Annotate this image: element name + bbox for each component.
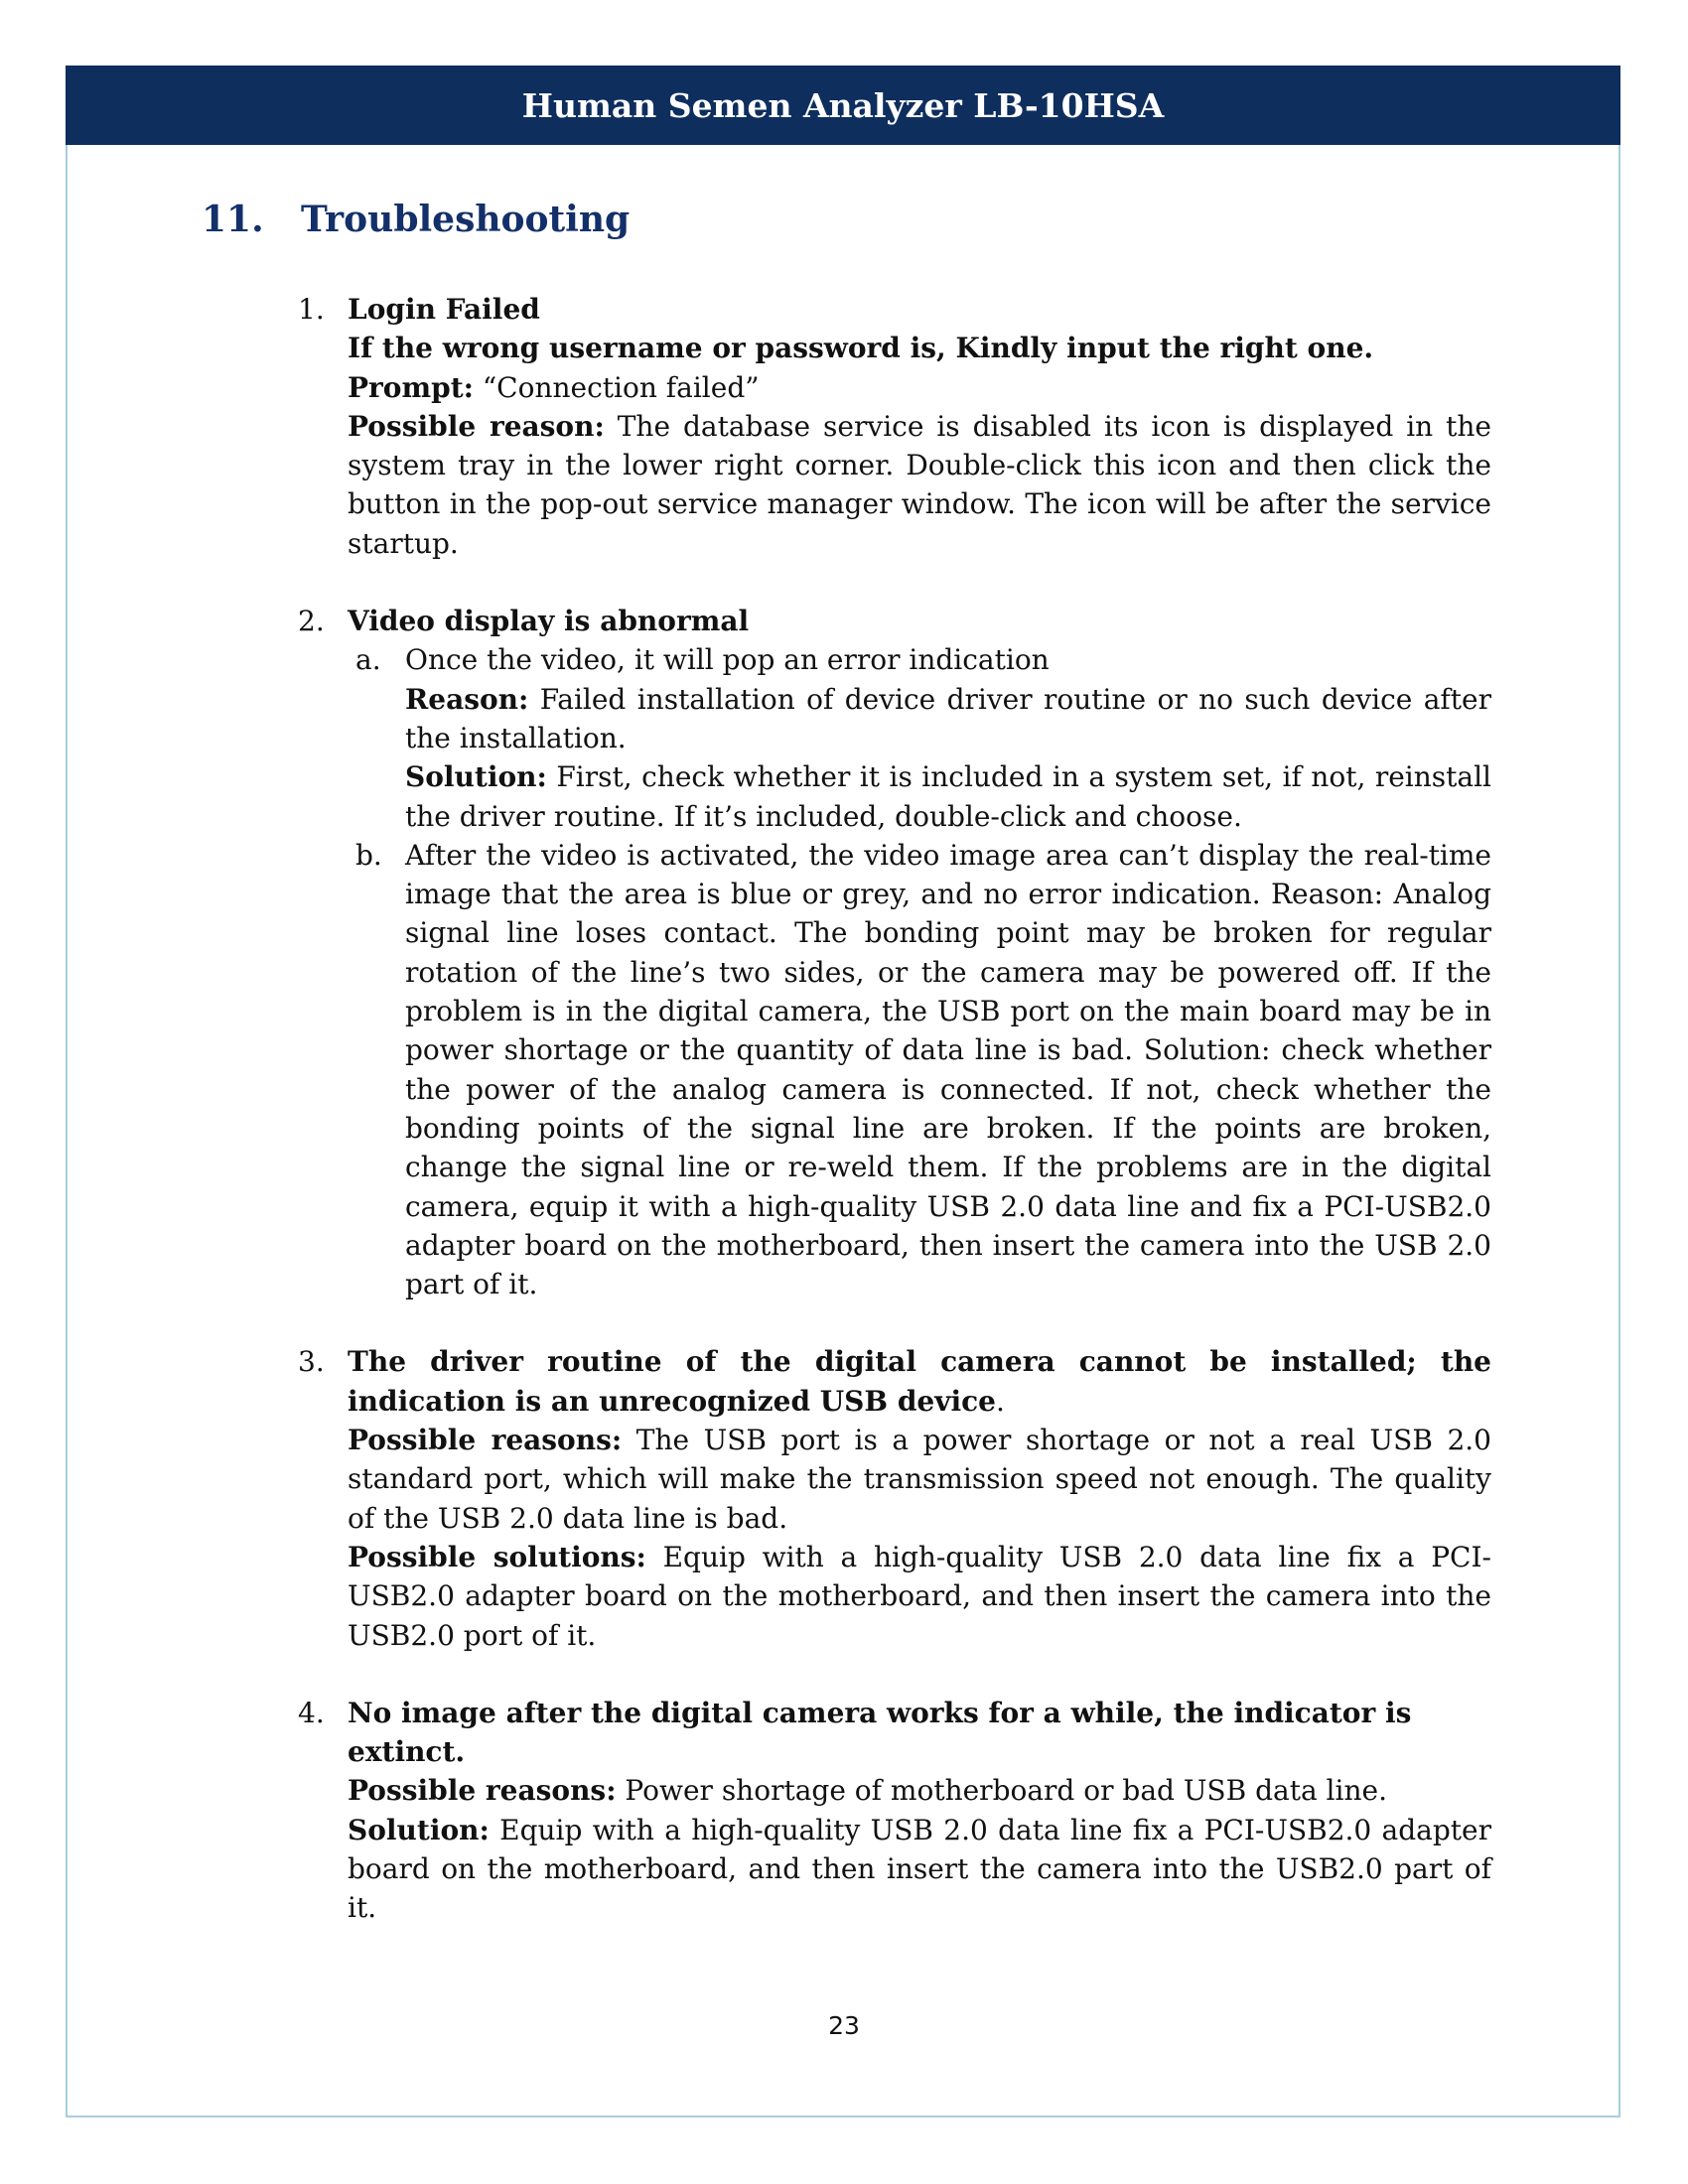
item-number: 1. xyxy=(298,293,325,326)
section-heading xyxy=(202,199,630,240)
section-title: Troubleshooting xyxy=(301,199,631,240)
item-number: 3. xyxy=(298,1345,325,1379)
reasons-text: The USB port is a power shortage or not a real USB 2.0 standard port, which will make the transmission speed not enough. The quality of the USB 2.0 data line is bad. xyxy=(348,1424,1491,1535)
item-body xyxy=(348,290,1491,563)
sub-item-letter: a. xyxy=(355,643,381,677)
solution-paragraph xyxy=(405,757,1491,836)
reason-label: Reason: xyxy=(405,682,529,716)
solution-paragraph xyxy=(348,1811,1491,1928)
solution-label: Solution: xyxy=(405,760,547,794)
solutions-paragraph xyxy=(348,1538,1491,1655)
section-number: 11. xyxy=(202,199,264,240)
reasons-paragraph xyxy=(348,1421,1491,1538)
solution-text: Equip with a high-quality USB 2.0 data line fix a PCI-USB2.0 adapter board on the motherboard, and then insert the camera into the USB2.0 part of it. xyxy=(348,1813,1491,1925)
prompt-text: “Connection failed” xyxy=(473,370,760,404)
list-item xyxy=(298,290,1491,563)
reasons-text: Power shortage of motherboard or bad USB data line. xyxy=(616,1774,1387,1808)
item-title: Login Failed xyxy=(348,293,540,326)
solutions-text: Equip with a high-quality USB 2.0 data line fix a PCI-USB2.0 adapter board on the motherboard, and then insert the camera into the USB2.0 port of it. xyxy=(348,1540,1491,1652)
reasons-label: Possible reasons: xyxy=(348,1774,617,1808)
item-number: 4. xyxy=(298,1696,325,1729)
reason-text: Failed installation of device driver routine or no such device after the installation. xyxy=(405,682,1491,754)
item-title-line xyxy=(348,1342,1491,1421)
page-number: 23 xyxy=(828,2011,860,2040)
list-item xyxy=(298,602,1491,1303)
reason-paragraph xyxy=(405,680,1491,758)
sub-item-a xyxy=(348,640,1491,835)
sub-item-text: After the video is activated, the video image area can’t display the real-time image that the area is blue or grey, and no error indication. Reason: Analog signal line loses contact. The bonding point may be broken for regular rotation of the line’s two sides, or the camera may be powered off. If the problem is in the digital camera, the USB port on the main board may be in power shortage or the quantity of data line is bad. Solution: check whether the power of the analog camera is connected. If not, check whether the bonding points of the signal line are broken. If the points are broken, change the signal line or re-weld them. If the problems are in the digital camera, equip it with a high-quality USB 2.0 data line and fix a PCI-USB2.0 adapter board on the motherboard, then insert the camera into the USB 2.0 part of it. xyxy=(405,838,1491,1301)
item-title: Video display is abnormal xyxy=(348,605,750,638)
header-title: Human Semen Analyzer LB-10HSA xyxy=(521,85,1165,125)
item-title: The driver routine of the digital camera cannot be installed; the indication is an unrecognized USB device xyxy=(348,1345,1491,1418)
troubleshooting-list xyxy=(298,290,1491,1967)
reason-text: The database service is disabled its icon is displayed in the system tray in the lower right corner. Double-click this icon and then click the button in the pop-out service manager window. The icon will be after the service startup. xyxy=(348,409,1491,560)
sub-item-b xyxy=(348,836,1491,1304)
prompt-line xyxy=(348,368,1491,407)
item-body xyxy=(348,602,1491,1303)
solution-label: Solution: xyxy=(348,1813,490,1846)
item-body xyxy=(348,1694,1491,1928)
item-title-end: . xyxy=(995,1384,1005,1418)
solutions-label: Possible solutions: xyxy=(348,1540,646,1573)
prompt-label: Prompt: xyxy=(348,370,474,404)
reasons-label: Possible reasons: xyxy=(348,1424,623,1457)
item-body xyxy=(348,1342,1491,1654)
item-number: 2. xyxy=(298,605,325,638)
item-title: No image after the digital camera works for a while, the indicator is extinct. xyxy=(348,1696,1412,1769)
list-item xyxy=(298,1342,1491,1654)
reason-label: Possible reason: xyxy=(348,409,605,443)
reason-paragraph xyxy=(348,407,1491,563)
item-subtitle: If the wrong username or password is, Kindly input the right one. xyxy=(348,332,1374,365)
list-item xyxy=(298,1694,1491,1928)
sub-item-letter: b. xyxy=(355,838,382,872)
reasons-paragraph xyxy=(348,1771,1491,1810)
sub-item-intro: Once the video, it will pop an error indication xyxy=(405,643,1050,677)
sub-item-body xyxy=(405,640,1491,835)
solution-text: First, check whether it is included in a system set, if not, reinstall the driver routine. If it’s included, double-click and choose. xyxy=(405,760,1491,833)
header-banner xyxy=(66,66,1620,145)
